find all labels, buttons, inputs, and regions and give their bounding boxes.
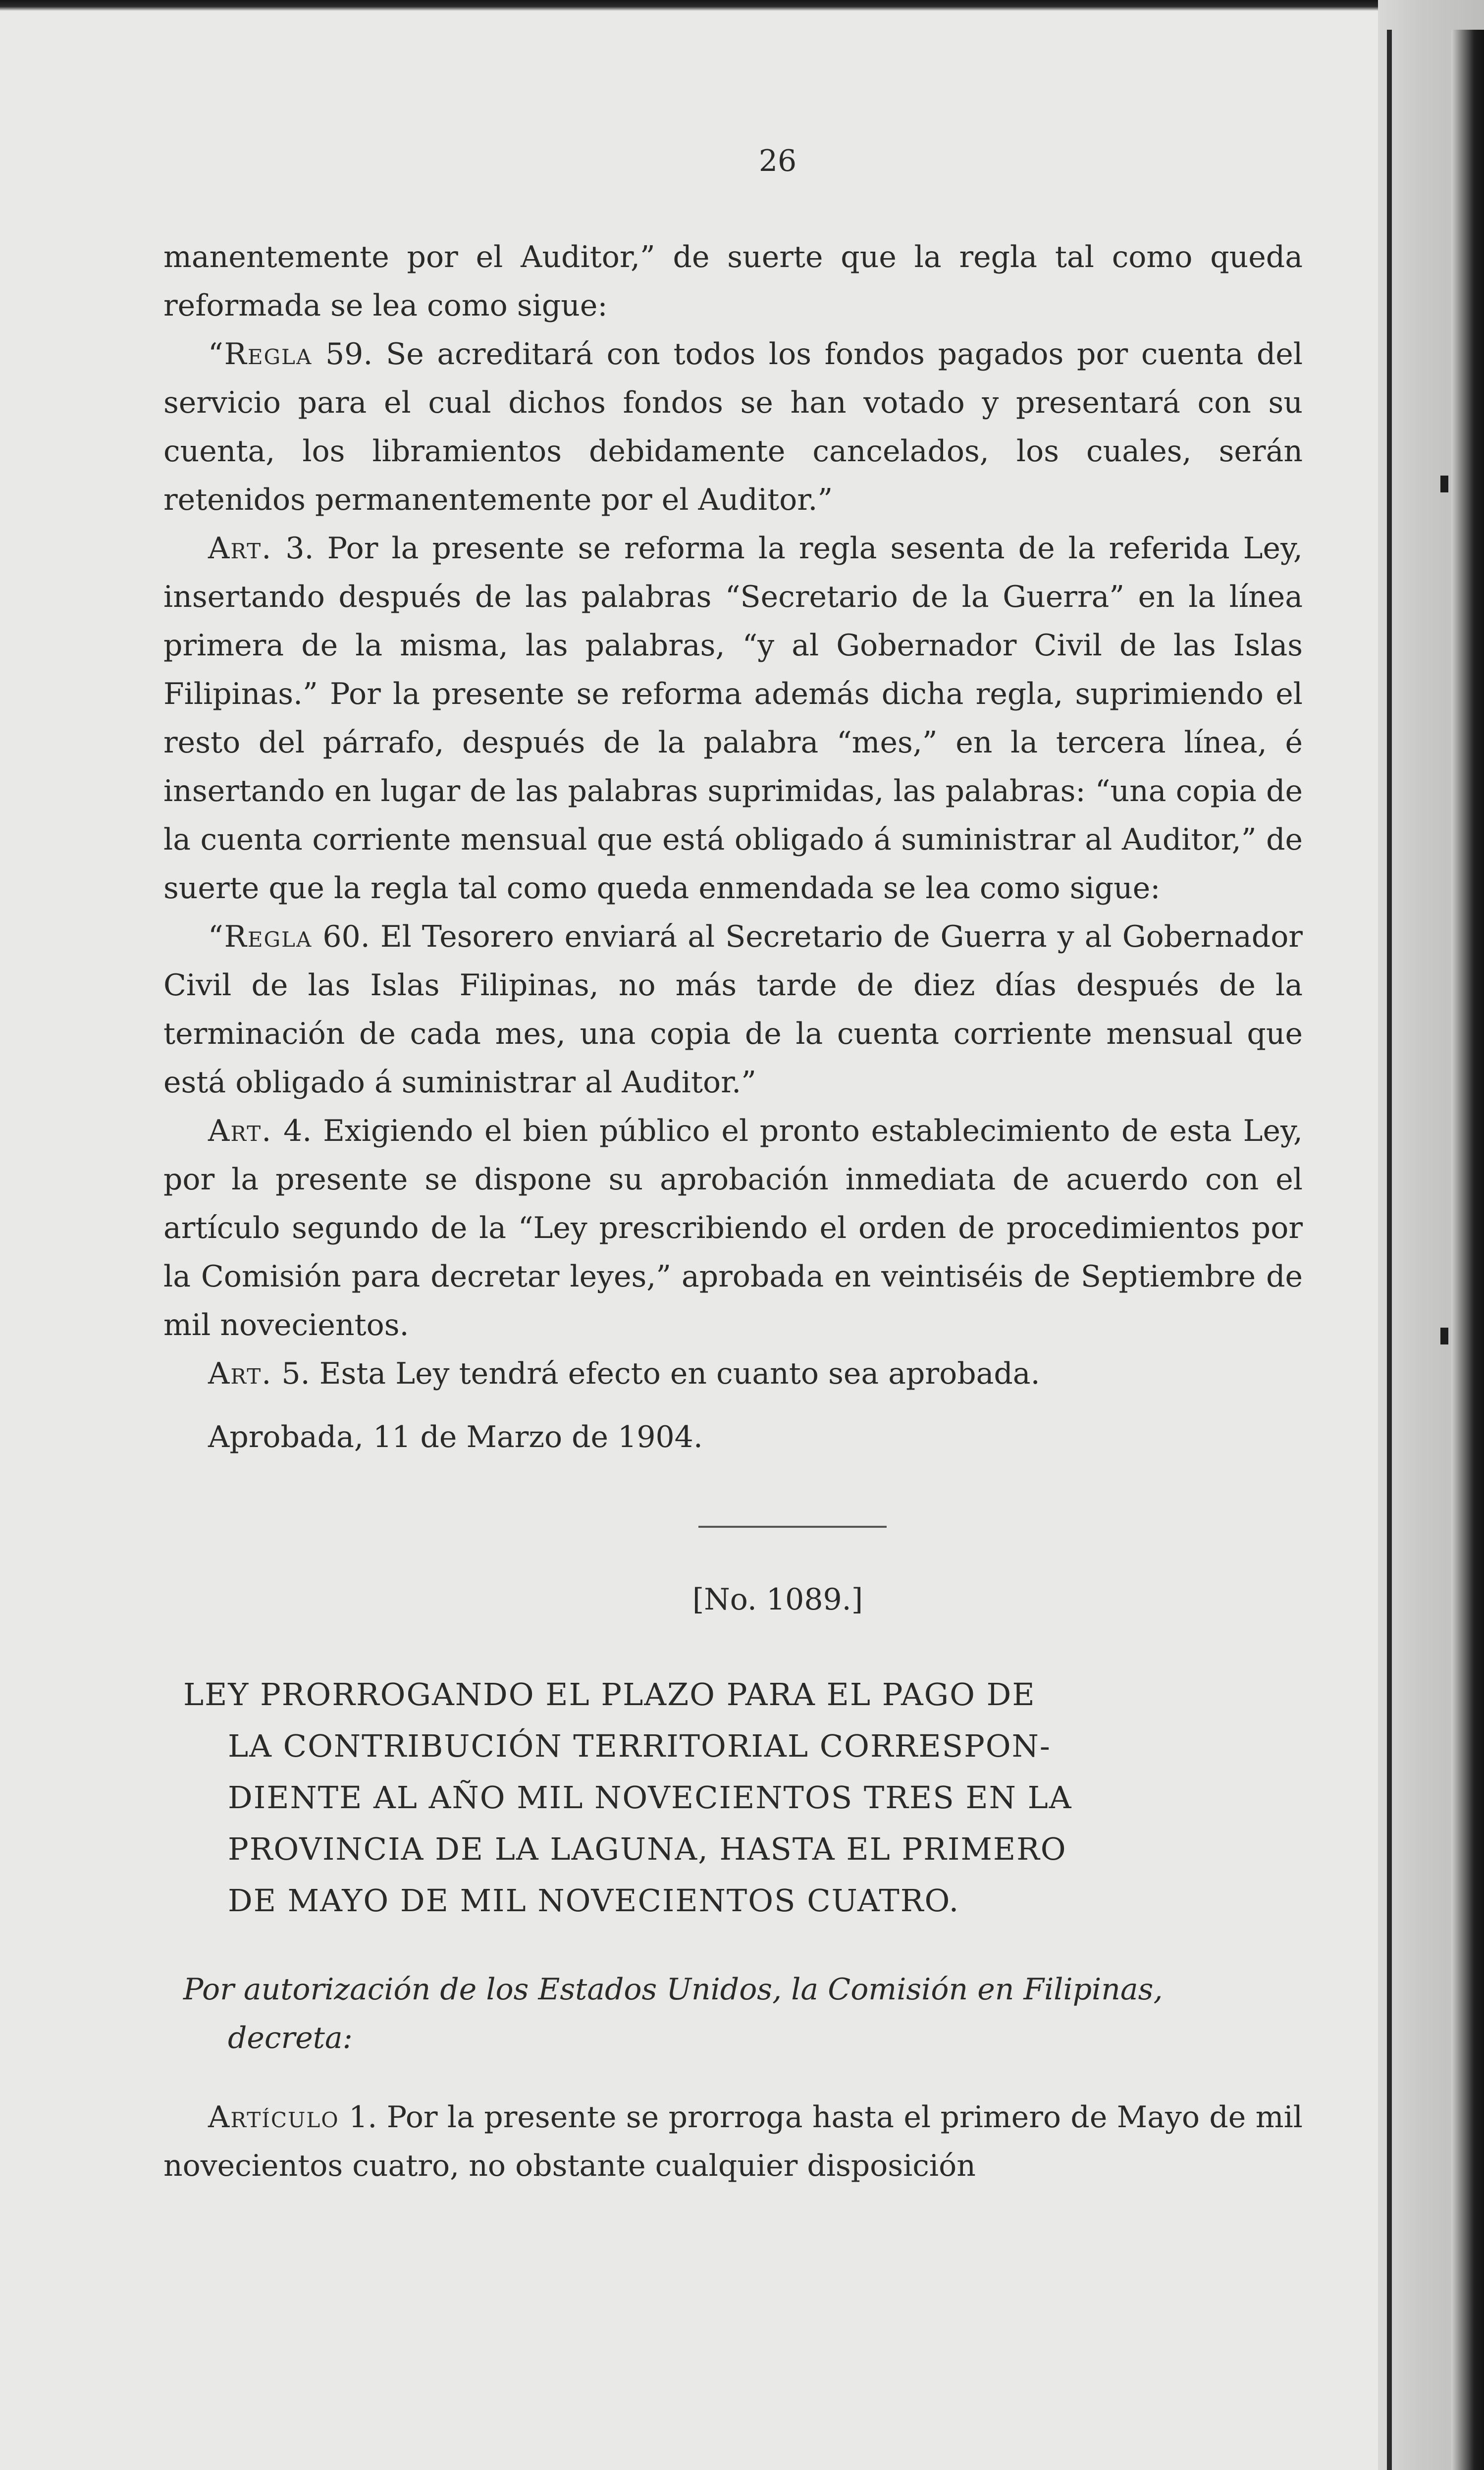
law-title-line: DE MAYO DE MIL NOVECIENTOS CUATRO. (228, 1882, 960, 1919)
enacting-clause-line: Por autorización de los Estados Unidos, la Comisión en Filipinas, (183, 1972, 1163, 2007)
paragraph-lead: “Regla (208, 919, 313, 954)
law-number: [No. 1089.] (692, 1582, 863, 1617)
book-edge (1451, 30, 1484, 2470)
law-title (163, 1669, 1303, 1927)
paragraph-lead: Art. (208, 531, 272, 566)
paragraph-text: 5. Esta Ley tendrá efecto en cuanto sea aprobada. (281, 1356, 1040, 1391)
paragraph-articulo-1 (163, 2093, 1303, 2190)
paragraph-text: 1. Por la presente se prorroga hasta el primero de Mayo de mil novecientos cuatro, no obstante cualquier disposición (163, 2100, 1303, 2183)
paragraph-lead: Art. (208, 1114, 272, 1148)
paragraph-regla-59 (163, 330, 1303, 524)
paragraph-text: 60. El Tesorero enviará al Secretario de Guerra y al Gobernador Civil de las Islas Filipinas, no más tarde de diez días después de la terminación de cada mes, una copia de la cuenta corriente mensual que está obligado á suministrar al Auditor.” (163, 919, 1303, 1100)
top-shadow (0, 0, 1484, 11)
law-title-line: LEY PRORROGANDO EL PLAZO PARA EL PAGO DE (183, 1676, 1036, 1713)
enacting-clause (163, 1965, 1303, 2062)
binding-mark (1440, 1328, 1448, 1344)
paragraph-art-5 (163, 1349, 1303, 1398)
paragraph-text: 3. Por la presente se reforma la regla sesenta de la referida Ley, insertando después de las palabras “Secretario de la Guerra” en la línea primera de la misma, las palabras, “y al Gobernador Civil de las Islas Filipinas.” Por la presente se reforma además dicha regla, suprimiendo el resto del párrafo, después de la palabra “mes,” en la tercera línea, é insertando en lugar de las palabras suprimidas, las palabras: “una copia de la cuenta corriente mensual que está obligado á suministrar al Auditor,” de suerte que la regla tal como queda enmendada se lea como sigue: (163, 531, 1303, 906)
paragraph-art-4 (163, 1107, 1303, 1349)
paragraph-regla-60 (163, 913, 1303, 1107)
binding-fold-line (1387, 30, 1392, 2470)
paragraph-text: 4. Exigiendo el bien público el pronto establecimiento de esta Ley, por la presente se dispone su aprobación inmediata de acuerdo con el artículo segundo de la “Ley prescribiendo el orden de procedimientos por la Comisión para decretar leyes,” aprobada en veintiséis de Septiembre de mil novecientos. (163, 1114, 1303, 1342)
paragraph-lead: “Regla (208, 337, 313, 372)
paragraph-continuation: manentemente por el Auditor,” de suerte que la regla tal como queda reformada se lea como sigue: (163, 240, 1303, 323)
enacting-clause-line: decreta: (228, 2021, 353, 2055)
law-title-line: LA CONTRIBUCIÓN TERRITORIAL CORRESPON- (228, 1728, 1051, 1764)
paragraph-text: 59. Se acreditará con todos los fondos pagados por cuenta del servicio para el cual dichos fondos se han votado y presentará con su cuenta, los libramientos debidamente cancelados, los cuales, serán retenidos permanentemente por el Auditor.” (163, 337, 1303, 517)
binding-mark (1440, 476, 1448, 492)
page-content (163, 144, 1303, 2190)
page-number: 26 (758, 144, 797, 178)
paragraph-lead: Artículo (208, 2100, 339, 2135)
section-divider (698, 1526, 887, 1528)
law-title-line: DIENTE AL AÑO MIL NOVECIENTOS TRES EN LA (228, 1779, 1072, 1816)
paragraph-lead: Art. (208, 1356, 272, 1391)
approval-date: Aprobada, 11 de Marzo de 1904. (208, 1420, 703, 1454)
paragraph-art-3 (163, 524, 1303, 913)
law-title-line: PROVINCIA DE LA LAGUNA, HASTA EL PRIMERO (228, 1831, 1067, 1867)
